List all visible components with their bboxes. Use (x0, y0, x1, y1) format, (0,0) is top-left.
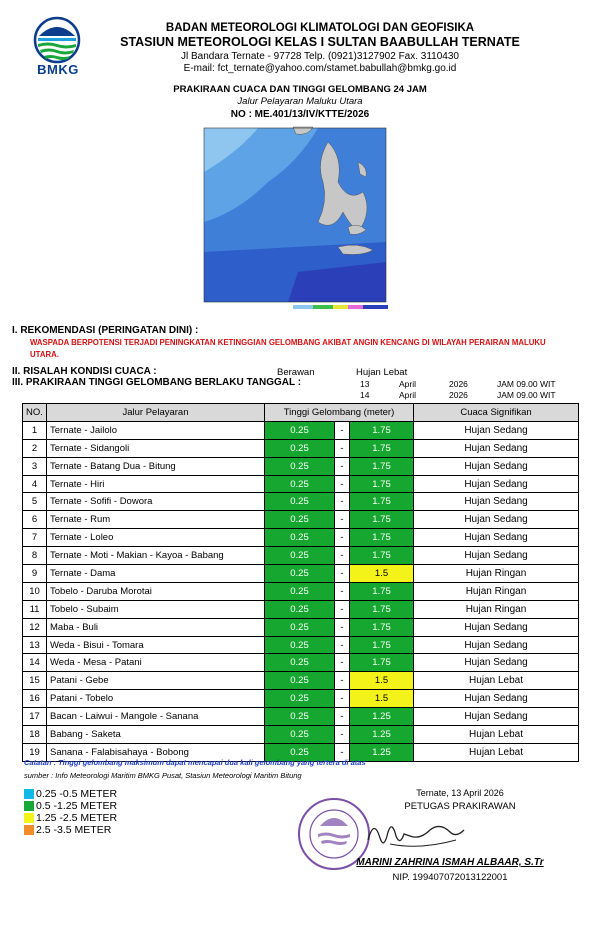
row-wave-separator: - (335, 547, 350, 565)
date2-day: 14 (360, 390, 370, 400)
row-number: 7 (23, 529, 47, 547)
institution-name: BADAN METEOROLOGI KLIMATOLOGI DAN GEOFISIKA (165, 22, 475, 34)
date1-month: April (399, 379, 417, 389)
row-wave-separator: - (335, 618, 350, 636)
date2-time: JAM 09.00 WIT (497, 390, 556, 400)
row-number: 11 (23, 600, 47, 618)
table-row (23, 690, 579, 708)
row-weather: Hujan Sedang (414, 457, 579, 475)
logo-text: BMKG (37, 62, 79, 77)
row-wave-max: 1.75 (350, 529, 414, 547)
row-weather: Hujan Sedang (414, 547, 579, 565)
table-row (23, 547, 579, 565)
row-wave-max: 1.75 (350, 547, 414, 565)
date1-time: JAM 09.00 WIT (497, 379, 556, 389)
row-wave-min: 0.25 (265, 439, 335, 457)
row-weather: Hujan Sedang (414, 475, 579, 493)
legend-swatch (24, 801, 34, 811)
row-weather: Hujan Ringan (414, 582, 579, 600)
row-wave-separator: - (335, 600, 350, 618)
row-wave-max: 1.75 (350, 475, 414, 493)
section-2-label: II. RISALAH KONDISI CUACA : (12, 366, 157, 377)
date1-day: 13 (360, 379, 370, 389)
row-number: 12 (23, 618, 47, 636)
row-number: 18 (23, 726, 47, 744)
row-number: 2 (23, 439, 47, 457)
wave-height-map (198, 122, 392, 316)
row-wave-separator: - (335, 457, 350, 475)
row-route: Ternate - Jailolo (47, 421, 265, 439)
legend-item (24, 812, 224, 824)
row-route: Patani - Tobelo (47, 690, 265, 708)
row-wave-max: 1.75 (350, 582, 414, 600)
row-route: Ternate - Hiri (47, 475, 265, 493)
row-number: 16 (23, 690, 47, 708)
row-weather: Hujan Lebat (414, 672, 579, 690)
legend-swatch (24, 789, 34, 799)
wave-forecast-table (22, 403, 579, 762)
row-route: Weda - Bisui - Tomara (47, 636, 265, 654)
row-wave-max: 1.75 (350, 636, 414, 654)
header-route: Jalur Pelayaran (47, 404, 265, 422)
source-note: sumber : Info Meteorologi Maritim BMKG Pusat, Stasiun Meteorologi Maritim Bitung (24, 771, 302, 780)
row-wave-separator: - (335, 529, 350, 547)
warning-text: WASPADA BERPOTENSI TERJADI PENINGKATAN KETINGGIAN GELOMBANG AKIBAT ANGIN KENCANG DI WILAYAH PERAIRAN MALUKU UTARA. (30, 338, 546, 359)
row-wave-separator: - (335, 421, 350, 439)
row-wave-min: 0.25 (265, 636, 335, 654)
legend-label: 0.5 -1.25 METER (36, 800, 118, 812)
row-route: Bacan - Laiwui - Mangole - Sanana (47, 708, 265, 726)
row-wave-max: 1.75 (350, 654, 414, 672)
row-number: 17 (23, 708, 47, 726)
row-wave-min: 0.25 (265, 600, 335, 618)
row-wave-min: 0.25 (265, 743, 335, 761)
row-weather: Hujan Sedang (414, 636, 579, 654)
row-number: 9 (23, 565, 47, 583)
row-wave-separator: - (335, 708, 350, 726)
row-wave-separator: - (335, 493, 350, 511)
row-wave-max: 1.25 (350, 708, 414, 726)
row-wave-max: 1.5 (350, 565, 414, 583)
legend-label: 2.5 -3.5 METER (36, 824, 112, 836)
row-route: Maba - Buli (47, 618, 265, 636)
row-weather: Hujan Lebat (414, 726, 579, 744)
legend-swatch (24, 813, 34, 823)
row-route: Ternate - Batang Dua - Bitung (47, 457, 265, 475)
row-wave-separator: - (335, 726, 350, 744)
header-no: NO. (23, 404, 47, 422)
row-wave-min: 0.25 (265, 726, 335, 744)
table-row (23, 493, 579, 511)
address: Jl Bandara Ternate - 97728 Telp. (0921)3127902 Fax. 3110430 (181, 51, 459, 62)
table-row (23, 475, 579, 493)
row-number: 13 (23, 636, 47, 654)
row-wave-min: 0.25 (265, 654, 335, 672)
row-wave-separator: - (335, 672, 350, 690)
date2-year: 2026 (449, 390, 468, 400)
signatory-nip: NIP. 199407072013122001 (392, 872, 508, 883)
weather-condition-2: Hujan Lebat (356, 367, 408, 378)
row-wave-separator: - (335, 654, 350, 672)
table-row (23, 529, 579, 547)
email: E-mail: fct_ternate@yahoo.com/stamet.babullah@bmkg.go.id (183, 63, 457, 74)
row-weather: Hujan Sedang (414, 690, 579, 708)
row-wave-min: 0.25 (265, 493, 335, 511)
row-wave-max: 1.25 (350, 743, 414, 761)
row-wave-max: 1.25 (350, 726, 414, 744)
row-number: 1 (23, 421, 47, 439)
row-wave-separator: - (335, 636, 350, 654)
document-subtitle: Jalur Pelayaran Maluku Utara (237, 96, 363, 107)
table-row (23, 511, 579, 529)
row-number: 14 (23, 654, 47, 672)
row-route: Ternate - Rum (47, 511, 265, 529)
section-3-label: III. PRAKIRAAN TINGGI GELOMBANG BERLAKU TANGGAL : (12, 377, 302, 388)
row-number: 15 (23, 672, 47, 690)
row-wave-separator: - (335, 511, 350, 529)
row-route: Ternate - Sidangoli (47, 439, 265, 457)
row-weather: Hujan Sedang (414, 654, 579, 672)
legend-swatch (24, 825, 34, 835)
row-weather: Hujan Sedang (414, 511, 579, 529)
date2-month: April (399, 390, 417, 400)
table-row (23, 457, 579, 475)
row-route: Ternate - Moti - Makian - Kayoa - Babang (47, 547, 265, 565)
row-wave-max: 1.75 (350, 618, 414, 636)
table-row (23, 654, 579, 672)
row-route: Ternate - Loleo (47, 529, 265, 547)
row-weather: Hujan Lebat (414, 743, 579, 761)
row-number: 10 (23, 582, 47, 600)
row-number: 5 (23, 493, 47, 511)
row-number: 4 (23, 475, 47, 493)
row-weather: Hujan Sedang (414, 439, 579, 457)
sign-role: PETUGAS PRAKIRAWAN (404, 801, 516, 812)
row-number: 3 (23, 457, 47, 475)
legend-label: 1.25 -2.5 METER (36, 812, 118, 824)
row-wave-min: 0.25 (265, 529, 335, 547)
row-wave-min: 0.25 (265, 618, 335, 636)
row-weather: Hujan Sedang (414, 421, 579, 439)
row-route: Tobelo - Subaim (47, 600, 265, 618)
row-wave-separator: - (335, 690, 350, 708)
row-wave-min: 0.25 (265, 475, 335, 493)
row-weather: Hujan Sedang (414, 618, 579, 636)
footnote: Catatan : Tinggi gelombang maksimum dapat mencapai dua kali gelombang yang tertera di atas (24, 758, 366, 767)
row-route: Tobelo - Daruba Morotai (47, 582, 265, 600)
station-name: STASIUN METEOROLOGI KELAS I SULTAN BAABULLAH TERNATE (120, 35, 520, 49)
row-wave-min: 0.25 (265, 547, 335, 565)
row-wave-separator: - (335, 439, 350, 457)
table-header-row (23, 404, 579, 422)
legend-item (24, 800, 224, 812)
row-route: Weda - Mesa - Patani (47, 654, 265, 672)
table-row (23, 439, 579, 457)
table-row (23, 672, 579, 690)
wave-legend (24, 788, 224, 836)
row-weather: Hujan Ringan (414, 565, 579, 583)
row-wave-max: 1.75 (350, 493, 414, 511)
row-weather: Hujan Sedang (414, 708, 579, 726)
row-wave-max: 1.5 (350, 672, 414, 690)
row-route: Babang - Saketa (47, 726, 265, 744)
row-wave-separator: - (335, 743, 350, 761)
row-number: 6 (23, 511, 47, 529)
header-weather: Cuaca Signifikan (414, 404, 579, 422)
document-title: PRAKIRAAN CUACA DAN TINGGI GELOMBANG 24 JAM (173, 84, 427, 95)
row-wave-min: 0.25 (265, 511, 335, 529)
legend-item (24, 788, 224, 800)
row-route: Ternate - Dama (47, 565, 265, 583)
row-weather: Hujan Sedang (414, 493, 579, 511)
row-weather: Hujan Sedang (414, 529, 579, 547)
table-row (23, 600, 579, 618)
row-route: Ternate - Sofifi - Dowora (47, 493, 265, 511)
row-wave-max: 1.75 (350, 421, 414, 439)
table-row (23, 565, 579, 583)
row-route: Sanana - Falabisahaya - Bobong (47, 743, 265, 761)
row-wave-max: 1.5 (350, 690, 414, 708)
table-row (23, 582, 579, 600)
legend-label: 0.25 -0.5 METER (36, 788, 118, 800)
row-wave-min: 0.25 (265, 708, 335, 726)
row-wave-separator: - (335, 582, 350, 600)
row-wave-min: 0.25 (265, 690, 335, 708)
row-number: 19 (23, 743, 47, 761)
table-row (23, 421, 579, 439)
row-number: 8 (23, 547, 47, 565)
row-wave-max: 1.75 (350, 600, 414, 618)
legend-item (24, 824, 224, 836)
row-wave-min: 0.25 (265, 421, 335, 439)
table-row (23, 726, 579, 744)
document-number: NO : ME.401/13/IV/KTTE/2026 (230, 109, 370, 120)
row-wave-separator: - (335, 475, 350, 493)
row-wave-max: 1.75 (350, 439, 414, 457)
weather-condition-1: Berawan (277, 367, 315, 378)
row-wave-min: 0.25 (265, 582, 335, 600)
header-wave-height: Tinggi Gelombang (meter) (265, 404, 414, 422)
section-1-label: I. REKOMENDASI (PERINGATAN DINI) : (12, 325, 199, 336)
handwritten-signature-icon (360, 810, 470, 856)
row-wave-max: 1.75 (350, 511, 414, 529)
table-row (23, 618, 579, 636)
table-row (23, 708, 579, 726)
row-wave-separator: - (335, 565, 350, 583)
row-weather: Hujan Ringan (414, 600, 579, 618)
date1-year: 2026 (449, 379, 468, 389)
sign-place-date: Ternate, 13 April 2026 (416, 788, 504, 798)
letterhead (0, 0, 600, 80)
table-row (23, 636, 579, 654)
row-wave-min: 0.25 (265, 672, 335, 690)
row-route: Patani - Gebe (47, 672, 265, 690)
row-wave-min: 0.25 (265, 457, 335, 475)
signatory-name: MARINI ZAHRINA ISMAH ALBAAR, S.Tr (356, 857, 544, 868)
row-wave-min: 0.25 (265, 565, 335, 583)
row-wave-max: 1.75 (350, 457, 414, 475)
